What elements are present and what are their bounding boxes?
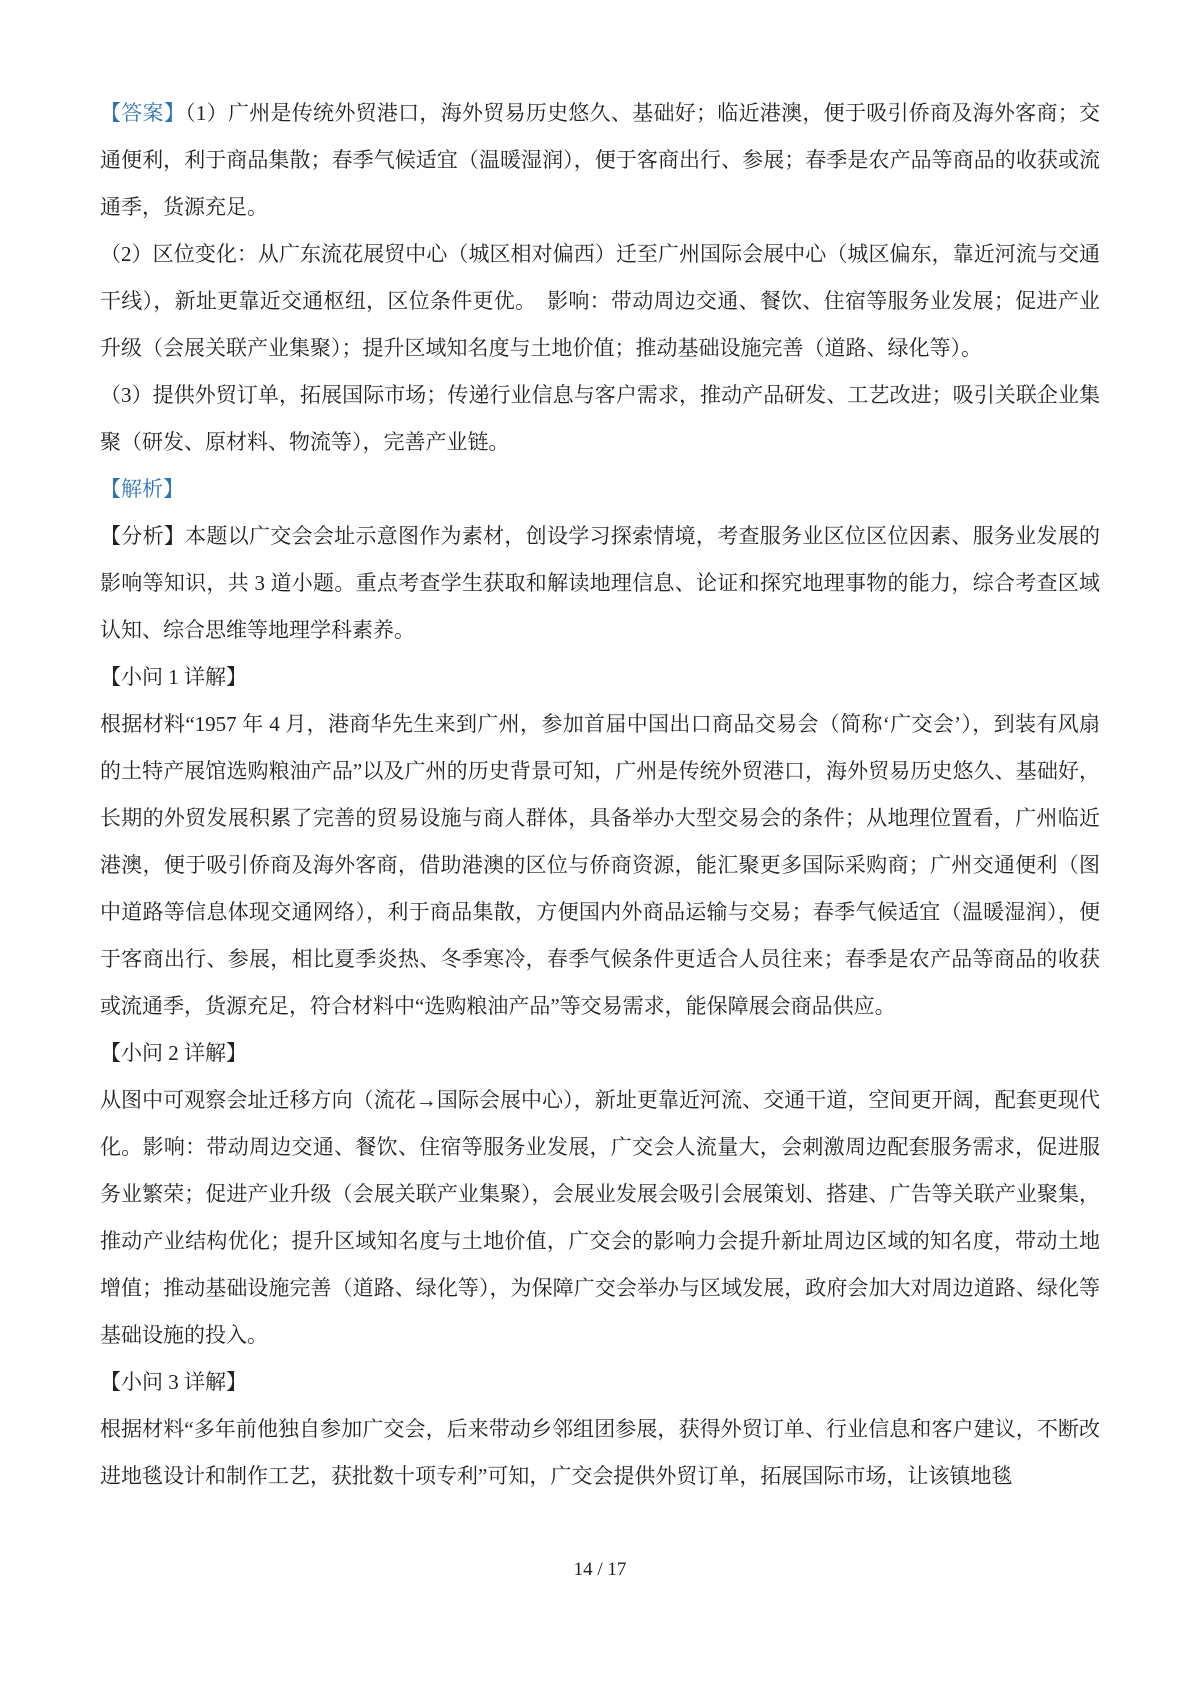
- subquestion-2-heading-text: 【小问 2 详解】: [100, 1041, 247, 1065]
- answer-part-1-text: （1）广州是传统外贸港口，海外贸易历史悠久、基础好；临近港澳，便于吸引侨商及海外客商；交通便利，利于商品集散；春季气候适宜（温暖湿润），便于客商出行、参展；春季是农产品等商品的收获或流通季，货源充足。: [100, 101, 1100, 219]
- analysis-overview-text: 本题以广交会会址示意图作为素材，创设学习探索情境，考查服务业区位区位因素、服务业发展的影响等知识，共 3 道小题。重点考查学生获取和解读地理信息、论证和探究地理事物的能力，综合考查区域认知、综合思维等地理学科素养。: [100, 524, 1101, 642]
- analysis-overview-paragraph: [100, 513, 1100, 654]
- subquestion-3-body: [100, 1406, 1100, 1500]
- subquestion-2-body: [100, 1077, 1100, 1359]
- subquestion-3-heading: [100, 1359, 1100, 1406]
- document-content: [100, 90, 1100, 1500]
- subquestion-2-heading: [100, 1030, 1100, 1077]
- answer-paragraph-1: [100, 90, 1100, 231]
- page-number: 14 / 17: [573, 1559, 627, 1580]
- subquestion-1-body-text: 根据材料“1957 年 4 月，港商华先生来到广州，参加首届中国出口商品交易会（简称‘广交会’），到装有风扇的土特产展馆选购粮油产品”以及广州的历史背景可知，广州是传统外贸港口，海外贸易历史悠久、基础好，长期的外贸发展积累了完善的贸易设施与商人群体，具备举办大型交易会的条件；从地理位置看，广州临近港澳，便于吸引侨商及海外客商，借助港澳的区位与侨商资源，能汇聚更多国际采购商；广州交通便利（图中道路等信息体现交通网络），利于商品集散，方便国内外商品运输与交易；春季气候适宜（温暖湿润），便于客商出行、参展，相比夏季炎热、冬季寒冷，春季气候条件更适合人员往来；春季是农产品等商品的收获或流通季，货源充足，符合材料中“选购粮油产品”等交易需求，能保障展会商品供应。: [100, 712, 1100, 1018]
- subquestion-3-heading-text: 【小问 3 详解】: [100, 1370, 247, 1394]
- subquestion-3-body-text: 根据材料“多年前他独自参加广交会，后来带动乡邻组团参展，获得外贸订单、行业信息和客户建议，不断改进地毯设计和制作工艺，获批数十项专利”可知，广交会提供外贸订单，拓展国际市场，让该镇地毯: [100, 1417, 1100, 1488]
- answer-paragraph-2: [100, 231, 1100, 372]
- analysis-marker: 【解析】: [100, 477, 184, 501]
- answer-paragraph-3: [100, 372, 1100, 466]
- subquestion-1-body: [100, 701, 1100, 1030]
- analysis-overview-marker: 【分析】: [100, 524, 186, 548]
- answer-part-3-text: （3）提供外贸订单，拓展国际市场；传递行业信息与客户需求，推动产品研发、工艺改进；吸引关联企业集聚（研发、原材料、物流等），完善产业链。: [100, 383, 1100, 454]
- answer-part-2-text: （2）区位变化：从广东流花展贸中心（城区相对偏西）迁至广州国际会展中心（城区偏东，靠近河流与交通干线），新址更靠近交通枢纽，区位条件更优。 影响：带动周边交通、餐饮、住宿等服务业发展；促进产业升级（会展关联产业集聚）；提升区域知名度与土地价值；推动基础设施完善（道路、绿化等）。: [100, 242, 1100, 360]
- subquestion-2-body-text: 从图中可观察会址迁移方向（流花→国际会展中心），新址更靠近河流、交通干道，空间更开阔，配套更现代化。影响：带动周边交通、餐饮、住宿等服务业发展，广交会人流量大，会刺激周边配套服务需求，促进服务业繁荣；促进产业升级（会展关联产业集聚），会展业发展会吸引会展策划、搭建、广告等关联产业聚集，推动产业结构优化；提升区域知名度与土地价值，广交会的影响力会提升新址周边区域的知名度，带动土地增值；推动基础设施完善（道路、绿化等），为保障广交会举办与区域发展，政府会加大对周边道路、绿化等基础设施的投入。: [100, 1088, 1100, 1347]
- analysis-marker-line: [100, 466, 1100, 513]
- subquestion-1-heading: [100, 654, 1100, 701]
- answer-marker: 【答案】: [100, 101, 186, 125]
- subquestion-1-heading-text: 【小问 1 详解】: [100, 665, 247, 689]
